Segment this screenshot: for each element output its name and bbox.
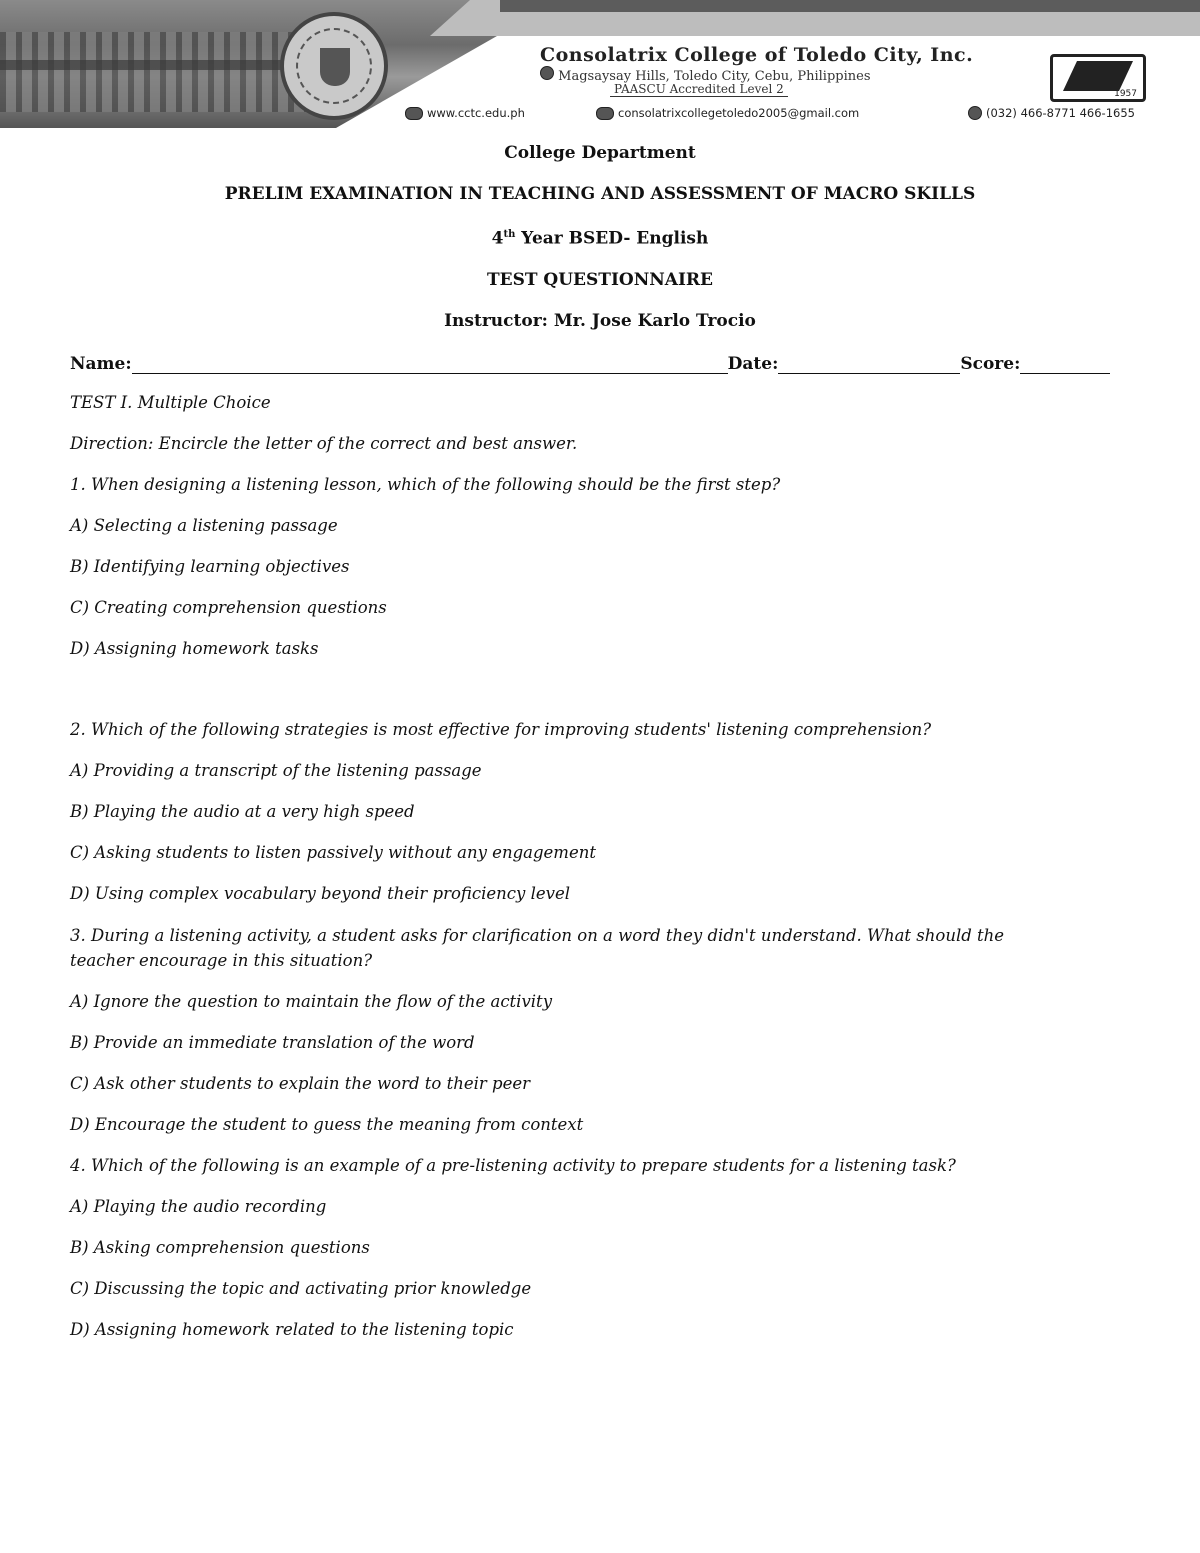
logo-year: 1957 (1114, 89, 1137, 99)
logo-mark (1063, 61, 1133, 91)
year-course: Year BSED- English (515, 228, 709, 249)
accreditation: PAASCU Accredited Level 2 (610, 82, 788, 97)
q1-option-b[interactable]: B) Identifying learning objectives (70, 556, 350, 576)
question-1: 1. When designing a listening lesson, which of the following should be the first step? (70, 474, 781, 494)
phone-contact (968, 106, 1135, 120)
q4-option-b[interactable]: B) Asking comprehension questions (70, 1237, 370, 1257)
phone-icon (968, 106, 982, 120)
questionnaire-heading: TEST QUESTIONNAIRE (486, 269, 714, 290)
website-contact (405, 106, 525, 120)
instructor-line: Instructor: Mr. Jose Karlo Trocio (444, 310, 756, 331)
college-seal-icon (280, 12, 388, 120)
score-blank[interactable] (1020, 354, 1110, 374)
q1-option-d[interactable]: D) Assigning homework tasks (70, 638, 319, 658)
department-heading: College Department (504, 143, 696, 163)
q1-option-c[interactable]: C) Creating comprehension questions (70, 597, 387, 617)
header-band-dark (500, 0, 1200, 12)
year-level (70, 223, 1130, 251)
q4-option-d[interactable]: D) Assigning homework related to the listening topic (70, 1319, 514, 1339)
q2-option-d[interactable]: D) Using complex vocabulary beyond their proficiency level (70, 883, 571, 903)
question-4: 4. Which of the following is an example of a pre-listening activity to prepare students for a listening task? (70, 1155, 956, 1175)
phone-text: (032) 466-8771 466-1655 (986, 106, 1135, 120)
website-text: www.cctc.edu.ph (427, 106, 525, 120)
q3-option-a[interactable]: A) Ignore the question to maintain the flow of the activity (70, 991, 553, 1011)
name-label: Name: (70, 353, 132, 374)
date-blank[interactable] (778, 354, 960, 374)
test-direction: Direction: Encircle the letter of the correct and best answer. (70, 433, 578, 453)
q2-option-a[interactable]: A) Providing a transcript of the listening passage (70, 760, 482, 780)
q3-option-b[interactable]: B) Provide an immediate translation of the word (70, 1032, 475, 1052)
globe-icon (405, 107, 423, 120)
college-logo-icon (1050, 54, 1146, 102)
score-label: Score: (960, 353, 1021, 374)
q2-option-c[interactable]: C) Asking students to listen passively without any engagement (70, 842, 596, 862)
q4-option-c[interactable]: C) Discussing the topic and activating prior knowledge (70, 1278, 532, 1298)
test-title: TEST I. Multiple Choice (70, 392, 271, 412)
college-name: Consolatrix College of Toledo City, Inc. (540, 44, 974, 66)
year-number: 4 (491, 228, 504, 249)
student-info-row (70, 350, 1130, 374)
letterhead (0, 0, 1200, 128)
q2-option-b[interactable]: B) Playing the audio at a very high speed (70, 801, 415, 821)
question-2: 2. Which of the following strategies is most effective for improving students' listening comprehension? (70, 719, 932, 739)
exam-title: PRELIM EXAMINATION IN TEACHING AND ASSESSMENT OF MACRO SKILLS (224, 184, 976, 204)
document-body (70, 128, 1130, 1342)
date-label: Date: (727, 353, 779, 374)
q3-option-d[interactable]: D) Encourage the student to guess the meaning from context (70, 1114, 584, 1134)
name-blank[interactable] (132, 354, 728, 374)
q4-option-a[interactable]: A) Playing the audio recording (70, 1196, 327, 1216)
email-icon (596, 107, 614, 120)
email-text: consolatrixcollegetoledo2005@gmail.com (618, 106, 860, 120)
q3-option-c[interactable]: C) Ask other students to explain the word to their peer (70, 1073, 530, 1093)
location-icon (540, 66, 554, 80)
email-contact (596, 106, 859, 120)
year-suffix: th (503, 229, 516, 240)
q1-option-a[interactable]: A) Selecting a listening passage (70, 515, 338, 535)
address-text: Magsaysay Hills, Toledo City, Cebu, Philippines (558, 69, 871, 84)
question-3: 3. During a listening activity, a student asks for clarification on a word they didn't understand. What should the teacher encourage in this situation? (70, 925, 1005, 970)
